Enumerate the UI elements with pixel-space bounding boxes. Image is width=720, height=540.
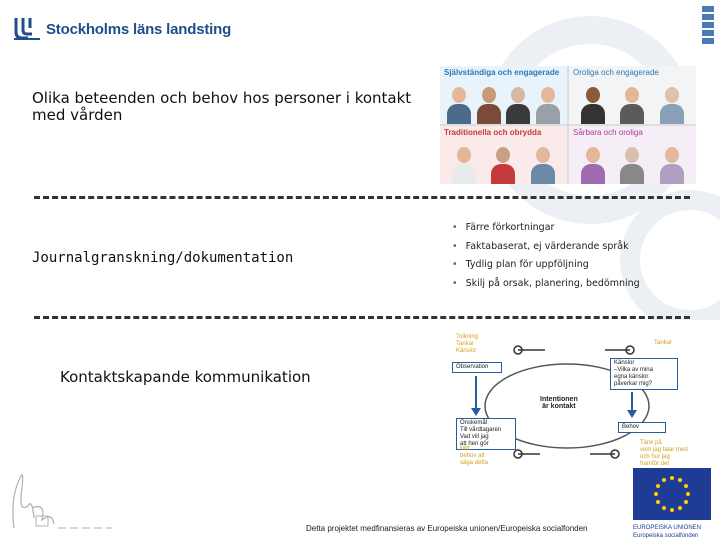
quadrant-independent: [440, 66, 567, 124]
section-title-communication: Kontaktskapande kommunikation: [60, 368, 311, 386]
section-title-documentation: Journalgranskning/dokumentation: [32, 250, 294, 266]
list-item: • Tydlig plan för uppföljning: [452, 259, 640, 278]
section-title-behaviours: Olika beteenden och behov hos personer i kontakt med vården: [32, 89, 412, 124]
quadrant-label: Oroliga och engagerade: [573, 68, 659, 77]
diagram-center: Intentionen är kontakt: [540, 396, 578, 410]
slide-corner-icon: [702, 4, 716, 46]
diagram-box-needs: Behov: [618, 422, 666, 433]
list-item: • Faktabaserat, ej värderande språk: [452, 241, 640, 260]
diagram-box-wishes: Önskemål Till vårdtagaren Vad vill jag att hen gör: [456, 418, 516, 450]
diagram-label: Tänk på vem jag talar med och hur jag framför det: [640, 440, 688, 467]
section-divider: [34, 316, 690, 319]
documentation-bullet-list: [452, 222, 640, 296]
eu-caption-line1: EUROPEISKA UNIONEN: [633, 525, 702, 531]
diagram-box-feelings: Känslor –Vilka av mina egna känslor påverkar mig?: [610, 358, 678, 390]
footer-funding-note: Detta projektet medfinansieras av Europeiska unionen/Europeiska socialfonden: [306, 524, 588, 533]
bullet-icon: •: [452, 277, 458, 289]
diagram-box-observation: Observation: [452, 362, 502, 373]
list-item: • Färre förkortningar: [452, 222, 640, 241]
quadrant-vulnerable: [569, 126, 696, 184]
section-divider: [34, 196, 690, 199]
communication-diagram: [440, 332, 694, 466]
quadrant-label: Sårbara och oroliga: [573, 128, 643, 137]
org-name: Stockholms läns landsting: [46, 20, 232, 38]
segment-quadrant-image: [440, 66, 696, 184]
diagram-label: Tankar: [654, 340, 673, 346]
list-item: • Skilj på orsak, planering, bedömning: [452, 278, 640, 297]
quadrant-traditional: [440, 126, 567, 184]
quadrant-worried: [569, 66, 696, 124]
landsting-logo-icon: [14, 18, 40, 40]
diagram-label: Mitt behov att säga detta: [460, 446, 489, 466]
diagram-label: Tolkning Tankar Känslor: [456, 334, 479, 354]
logo: [14, 18, 231, 40]
bullet-icon: •: [452, 240, 458, 252]
quadrant-label: Traditionella och obrydda: [444, 128, 542, 137]
quadrant-label: Självständiga och engagerade: [444, 68, 560, 77]
eu-logo: [633, 468, 715, 540]
eu-flag-icon: [633, 468, 711, 520]
handwritten-signature-graphic: [2, 458, 122, 538]
eu-caption-line2: Europeiska socialfonden: [633, 533, 699, 539]
bullet-icon: •: [452, 222, 458, 233]
bullet-icon: •: [452, 259, 458, 270]
